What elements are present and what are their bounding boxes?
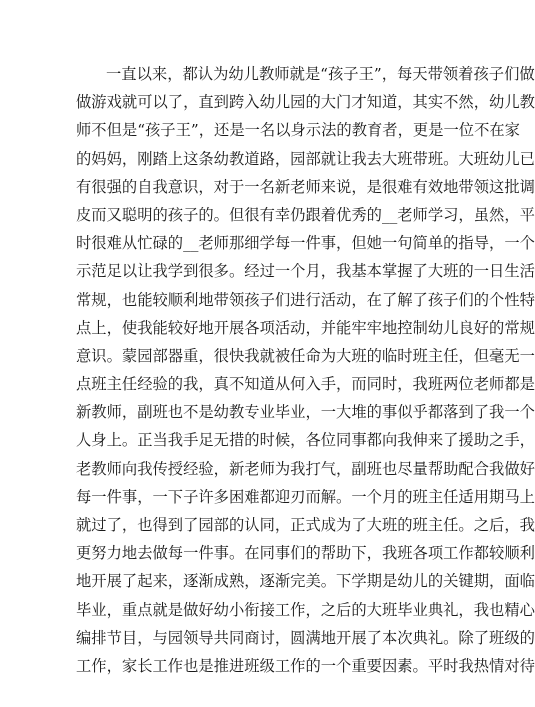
text-line: 一直以来，都认为幼儿教师就是“孩子王”，每天带领着孩子们做 <box>106 65 535 83</box>
text-line: 皮而又聪明的孩子的。但很有幸仍跟着优秀的__老师学习，虽然，平 <box>76 205 535 224</box>
text-line: 人身上。正当我手足无措的时候，各位同事都向我伸来了援助之手， <box>76 431 535 450</box>
text-line: 毕业，重点就是做好幼小衔接工作，之后的大班毕业典礼，我也精心 <box>76 600 535 619</box>
body-paragraph <box>76 60 535 680</box>
text-line: 老教师向我传授经验，新老师为我打气，副班也尽量帮助配合我做好 <box>76 459 535 478</box>
text-line: 师不但是“孩子王”，还是一名以身示法的教育者，更是一位不在家 <box>76 121 520 140</box>
text-line: 点上，使我能较好地开展各项活动，并能牢牢地控制幼儿良好的常规 <box>76 318 535 337</box>
text-line: 的妈妈，刚踏上这条幼教道路，园部就让我去大班带班。大班幼儿已 <box>76 149 535 168</box>
text-line: 新教师，副班也不是幼教专业毕业，一大堆的事似乎都落到了我一个 <box>76 403 535 422</box>
text-line: 意识。蒙园部器重，很快我就被任命为大班的临时班主任，但毫无一 <box>76 346 535 365</box>
text-line: 每一件事，一下子许多困难都迎刃而解。一个月的班主任适用期马上 <box>76 487 535 506</box>
text-line: 常规，也能较顺利地带领孩子们进行活动，在了解了孩子们的个性特 <box>76 290 535 309</box>
text-line: 就过了，也得到了园部的认同，正式成为了大班的班主任。之后，我 <box>76 516 535 534</box>
text-line: 编排节目，与园领导共同商讨，圆满地开展了本次典礼。除了班级的 <box>76 628 535 647</box>
text-line: 工作，家长工作也是推进班级工作的一个重要因素。平时我热情对待 <box>76 656 535 675</box>
text-line: 示范足以让我学到很多。经过一个月，我基本掌握了大班的一日生活 <box>76 262 535 281</box>
text-line: 有很强的自我意识，对于一名新老师来说，是很难有效地带领这批调 <box>76 177 535 196</box>
text-line: 更努力地去做每一件事。在同事们的帮助下，我班各项工作都较顺利 <box>76 544 535 563</box>
text-line: 地开展了起来，逐渐成熟，逐渐完美。下学期是幼儿的关键期，面临 <box>76 572 535 591</box>
text-line: 做游戏就可以了，直到跨入幼儿园的大门才知道，其实不然，幼儿教 <box>76 93 535 112</box>
text-line: 点班主任经验的我，真不知道从何入手，而同时，我班两位老师都是 <box>76 375 535 394</box>
text-line: 时很难从忙碌的__老师那细学每一件事，但她一句简单的指导，一个 <box>76 234 535 253</box>
